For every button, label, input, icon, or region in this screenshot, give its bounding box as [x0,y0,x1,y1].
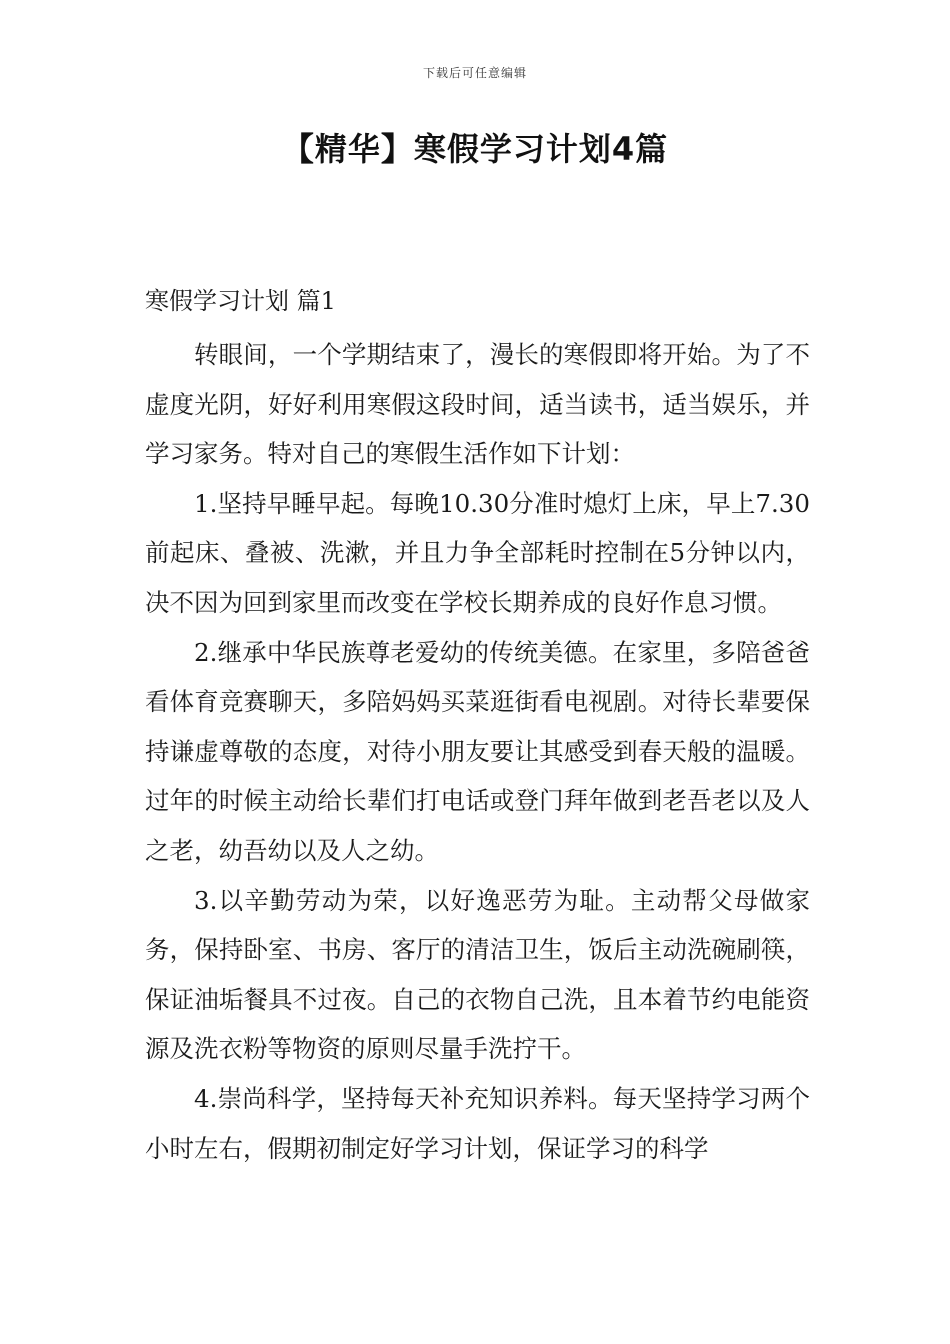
section-heading: 寒假学习计划 篇1 [145,287,336,315]
paragraph-intro: 转眼间，一个学期结束了，漫长的寒假即将开始。为了不虚度光阴，好好利用寒假这段时间，适当读书，适当娱乐，并学习家务。特对自己的寒假生活作如下计划： [145,340,810,469]
paragraph-item-1: 1.坚持早睡早起。每晚10.30分准时熄灯上床，早上7.30前起床、叠被、洗漱，并且力争全部耗时控制在5分钟以内，决不因为回到家里而改变在学校长期养成的良好作息习惯。 [145,488,810,617]
paragraph-item-4: 4.崇尚科学，坚持每天补充知识养料。每天坚持学习两个小时左右，假期初制定好学习计划，保证学习的科学 [145,1083,810,1163]
document-title: 【精华】寒假学习计划4篇 [281,130,669,168]
paragraph-item-2: 2.继承中华民族尊老爱幼的传统美德。在家里，多陪爸爸看体育竞赛聊天，多陪妈妈买菜逛街看电视剧。对待长辈要保持谦虚尊敬的态度，对待小朋友要让其感受到春天般的温暖。过年的时候主动给长辈们打电话或登门拜年做到老吾老以及人之老，幼吾幼以及人之幼。 [145,637,810,865]
paragraph-item-3: 3.以辛勤劳动为荣，以好逸恶劳为耻。主动帮父母做家务，保持卧室、书房、客厅的清洁卫生，饭后主动洗碗刷筷，保证油垢餐具不过夜。自己的衣物自己洗，且本着节约电能资源及洗衣粉等物资的原则尽量手洗拧干。 [145,885,810,1064]
document-body [145,280,810,1173]
header-note: 下载后可任意编辑 [422,66,527,80]
